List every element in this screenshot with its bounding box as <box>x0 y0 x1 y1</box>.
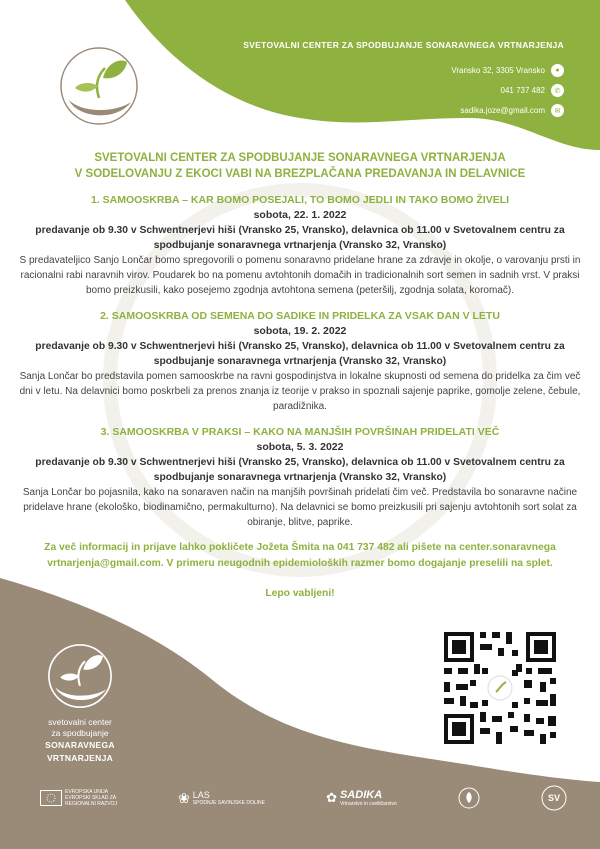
sponsor-logos <box>40 785 560 811</box>
event-date: sobota, 22. 1. 2022 <box>253 209 347 221</box>
header-org-name: SVETOVALNI CENTER ZA SPODBUJANJE SONARAVNEGA VRTNARJENJA <box>243 40 564 50</box>
eu-line-3: REGIONALNI RAZVOJ <box>65 801 117 807</box>
event-1 <box>12 192 588 298</box>
leaf-hands-icon <box>458 787 480 809</box>
header-contact <box>243 40 564 124</box>
logo-line-4: VRTNARJENJA <box>46 753 114 763</box>
las-icon: ❀ <box>178 789 190 806</box>
logo-line-2: za spodbujanje <box>51 728 109 738</box>
event-date: sobota, 5. 3. 2022 <box>256 441 344 453</box>
event-title: 1. SAMOOSKRBA – KAR BOMO POSEJALI, TO BOMO JEDLI IN TAKO BOMO ŽIVELI <box>90 194 510 206</box>
mail-icon: ✉ <box>551 104 564 117</box>
phone-row <box>243 84 564 97</box>
eu-logo <box>40 789 117 807</box>
leaf-logo <box>458 787 480 809</box>
sadika-sponsor-logo <box>326 789 397 807</box>
heading-line-1: SVETOVALNI CENTER ZA SPODBUJANJE SONARAVNEGA VRTNARJENJA <box>94 152 506 164</box>
las-name: LAS <box>192 790 210 800</box>
main-heading <box>12 150 588 182</box>
eu-line-1: EVROPSKA UNIJA <box>65 789 109 795</box>
las-logo <box>178 790 265 807</box>
address-row <box>243 64 564 77</box>
eu-line-2: EVROPSKI SKLAD ZA <box>65 795 117 801</box>
address-text: Vransko 32, 3305 Vransko <box>451 66 545 75</box>
sv-name: SV <box>547 793 560 803</box>
bottom-logo <box>30 640 130 765</box>
qr-code-icon <box>440 628 560 748</box>
event-title: 2. SAMOOSKRBA OD SEMENA DO SADIKE IN PRIDELKA ZA VSAK DAN V LETU <box>100 310 500 322</box>
event-description: S predavateljico Sanjo Lončar bomo spregovorili o pomenu sonaravno pridelane hrane za zdravje in okolje, o varovanju prsti in racionalni rabi naravnih virov. Poudarek bo na pomenu avtohtonih domačih in tradicionalnih sort semen in sadnih vrst. V praksi bomo preizkusili, kako posejemo zgodnja avtohtona semena (peteršilj, zgodnja solata, koromač). <box>19 255 581 296</box>
event-place: predavanje ob 9.30 v Schwentnerjevi hiši (Vransko 25, Vransko), delavnica ob 11.00 v Svetovalnem centru za spodbujanje sonaravnega vrtnarjenja (Vransko 32, Vransko) <box>35 457 565 483</box>
sadika-sub: Vrtnarstvo in cvetličarstvo <box>339 801 397 807</box>
sadika-logo-icon <box>55 42 143 130</box>
main-content <box>12 150 588 599</box>
welcome-text: Lepo vabljeni! <box>265 588 335 599</box>
sadika-flower-icon: ✿ <box>326 790 337 805</box>
event-place: predavanje ob 9.30 v Schwentnerjevi hiši (Vransko 25, Vransko), delavnica ob 11.00 v Svetovalnem centru za spodbujanje sonaravnega vrtnarjenja (Vransko 32, Vransko) <box>35 225 565 251</box>
location-pin-icon: ● <box>551 64 564 77</box>
logo-line-1: svetovalni center <box>48 717 112 727</box>
logo-line-3: SONARAVNEGA <box>45 740 115 750</box>
las-sub: SPODNJE SAVINJSKE DOLINE <box>192 800 265 806</box>
sv-logo <box>541 785 560 811</box>
event-place: predavanje ob 9.30 v Schwentnerjevi hiši (Vransko 25, Vransko), delavnica ob 11.00 v Svetovalnem centru za spodbujanje sonaravnega vrtnarjenja (Vransko 32, Vransko) <box>35 341 565 367</box>
email-text: sadika.joze@gmail.com <box>460 106 545 115</box>
phone-icon: ✆ <box>551 84 564 97</box>
event-description: Sanja Lončar bo predstavila pomen samooskrbe na ravni gospodinjstva in lokalne skupnosti od semena do pridelka za čim več dni v letu. Na delavnici bomo poskrbeli za prenos znanja iz teorije v prakso in spoznali sajenje paprike, gomolje zelene, čebule, paradižnika. <box>19 371 581 412</box>
event-description: Sanja Lončar bo pojasnila, kako na sonaraven način na manjših površinah pridelati čim več. Predstavila bo sonaravne načine pridelave hrane (ekološko, biodinamično, permakulturno). Na delavnici se bomo preizkusili pri sajenju avtohtonih sort solat za obiranje, blitve, paprike. <box>22 487 578 528</box>
sadika-name: SADIKA <box>339 789 383 801</box>
eu-flag-icon <box>40 790 62 806</box>
heading-line-2: V SODELOVANJU Z EKOCI VABI NA BREZPLAČANA PREDAVANJA IN DELAVNICE <box>74 168 526 180</box>
info-text: Za več informacij in prijave lahko pokličete Jožeta Šmita na 041 737 482 ali pišete na center.sonaravnega vrtnarjenja@gmail.com. V primeru neugodnih epidemioloških razmer bomo dogajanje preselili na splet. <box>44 542 556 569</box>
event-3 <box>12 424 588 530</box>
event-date: sobota, 19. 2. 2022 <box>253 325 347 337</box>
event-2 <box>12 308 588 414</box>
event-title: 3. SAMOOSKRBA V PRAKSI – KAKO NA MANJŠIH POVRŠINAH PRIDELATI VEČ <box>100 426 500 438</box>
phone-text: 041 737 482 <box>500 86 545 95</box>
bottom-logo-icon <box>44 640 116 712</box>
email-row <box>243 104 564 117</box>
